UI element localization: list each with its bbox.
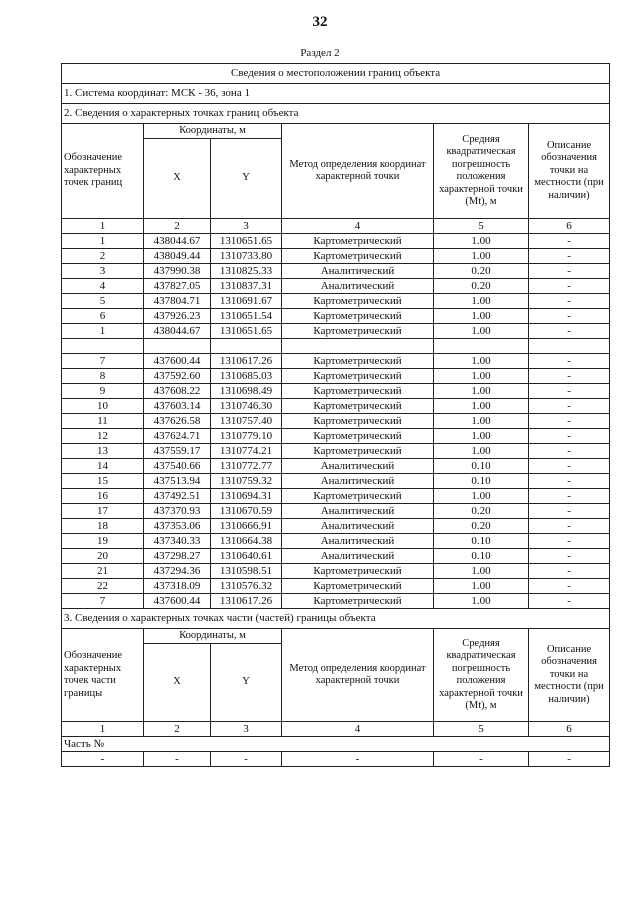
- method-cell: Аналитический: [282, 549, 434, 564]
- x-cell: 437318.09: [144, 579, 211, 594]
- method-cell: Аналитический: [282, 459, 434, 474]
- error-cell: 0.10: [434, 534, 529, 549]
- x-cell: 437626.58: [144, 414, 211, 429]
- table-row: [62, 414, 610, 429]
- error-cell: 1.00: [434, 324, 529, 339]
- point-id-cell: 10: [62, 399, 144, 414]
- column-number: 6: [529, 219, 610, 234]
- x-cell: 437513.94: [144, 474, 211, 489]
- part-number-label: Часть №: [62, 737, 610, 752]
- point-id-cell: 3: [62, 264, 144, 279]
- y-cell: 1310698.49: [211, 384, 282, 399]
- point-id-cell: 7: [62, 594, 144, 609]
- method-cell: Картометрический: [282, 444, 434, 459]
- description-cell: -: [529, 309, 610, 324]
- x-cell: 437340.33: [144, 534, 211, 549]
- y-cell: 1310746.30: [211, 399, 282, 414]
- header-y: Y: [211, 139, 282, 219]
- table-row: [62, 459, 610, 474]
- y-cell: 1310733.80: [211, 249, 282, 264]
- x-cell: 437926.23: [144, 309, 211, 324]
- x-cell: 437600.44: [144, 354, 211, 369]
- header-error: Средняя квадратическая погрешность положения характерной точки (Mt), м: [434, 124, 529, 219]
- x-cell: 437492.51: [144, 489, 211, 504]
- table-row: [62, 249, 610, 264]
- y-cell: 1310651.65: [211, 234, 282, 249]
- y-cell: 1310640.61: [211, 549, 282, 564]
- description-cell: -: [529, 354, 610, 369]
- page-number: 32: [312, 14, 328, 30]
- table-row: [62, 384, 610, 399]
- x-cell: 437827.05: [144, 279, 211, 294]
- method-cell: -: [282, 752, 434, 767]
- table-row: [62, 444, 610, 459]
- header-coordinates-part: Координаты, м: [144, 629, 282, 644]
- y-cell: 1310779.10: [211, 429, 282, 444]
- method-cell: Аналитический: [282, 504, 434, 519]
- description-cell: -: [529, 519, 610, 534]
- header-coordinates: Координаты, м: [144, 124, 282, 139]
- header-error-part: Средняя квадратическая погрешность положения характерной точки (Mt), м: [434, 629, 529, 722]
- x-cell: 437592.60: [144, 369, 211, 384]
- table-row: [62, 564, 610, 579]
- header-description-part: Описание обозначения точки на местности (при наличии): [529, 629, 610, 722]
- method-cell: Картометрический: [282, 594, 434, 609]
- error-cell: 0.10: [434, 549, 529, 564]
- part-row: [62, 752, 610, 767]
- header-designation: Обозначение характерных точек границ: [62, 124, 144, 219]
- description-cell: -: [529, 579, 610, 594]
- table-row: [62, 429, 610, 444]
- column-number: 2: [144, 722, 211, 737]
- error-cell: -: [434, 752, 529, 767]
- description-cell: -: [529, 752, 610, 767]
- table-row: [62, 234, 610, 249]
- header-description: Описание обозначения точки на местности (при наличии): [529, 124, 610, 219]
- table-row: [62, 474, 610, 489]
- y-cell: 1310598.51: [211, 564, 282, 579]
- table-row: [62, 324, 610, 339]
- column-number: 3: [211, 722, 282, 737]
- boundary-table: [61, 63, 610, 767]
- error-cell: 0.20: [434, 279, 529, 294]
- description-cell: -: [529, 264, 610, 279]
- header-method: Метод определения координат характерной точки: [282, 124, 434, 219]
- column-number: 1: [62, 219, 144, 234]
- point-id-cell: 6: [62, 309, 144, 324]
- x-cell: 438049.44: [144, 249, 211, 264]
- description-cell: -: [529, 549, 610, 564]
- header-y-part: Y: [211, 644, 282, 722]
- x-cell: 437370.93: [144, 504, 211, 519]
- description-cell: -: [529, 279, 610, 294]
- column-number: 1: [62, 722, 144, 737]
- point-id-cell: 11: [62, 414, 144, 429]
- description-cell: -: [529, 249, 610, 264]
- header-method-part: Метод определения координат характерной точки: [282, 629, 434, 722]
- description-cell: -: [529, 414, 610, 429]
- method-cell: Картометрический: [282, 384, 434, 399]
- method-cell: Картометрический: [282, 354, 434, 369]
- error-cell: 1.00: [434, 384, 529, 399]
- y-cell: 1310694.31: [211, 489, 282, 504]
- y-cell: 1310670.59: [211, 504, 282, 519]
- point-id-cell: 15: [62, 474, 144, 489]
- y-cell: [211, 339, 282, 354]
- description-cell: -: [529, 594, 610, 609]
- description-cell: -: [529, 234, 610, 249]
- table-row: [62, 519, 610, 534]
- method-cell: Картометрический: [282, 489, 434, 504]
- table-row: [62, 579, 610, 594]
- y-cell: 1310759.32: [211, 474, 282, 489]
- method-cell: Картометрический: [282, 414, 434, 429]
- method-cell: Картометрический: [282, 369, 434, 384]
- y-cell: -: [211, 752, 282, 767]
- method-cell: Картометрический: [282, 324, 434, 339]
- y-cell: 1310651.65: [211, 324, 282, 339]
- point-id-cell: 18: [62, 519, 144, 534]
- point-id-cell: 9: [62, 384, 144, 399]
- coordinate-system: 1. Система координат: МСК - 36, зона 1: [62, 84, 610, 104]
- table-row: [62, 534, 610, 549]
- section-label: Раздел 2: [300, 47, 340, 59]
- column-number: 5: [434, 219, 529, 234]
- table-row: [62, 264, 610, 279]
- point-id-cell: [62, 339, 144, 354]
- description-cell: [529, 339, 610, 354]
- x-cell: 437353.06: [144, 519, 211, 534]
- error-cell: 1.00: [434, 399, 529, 414]
- error-cell: 1.00: [434, 294, 529, 309]
- x-cell: 438044.67: [144, 324, 211, 339]
- column-number: 4: [282, 219, 434, 234]
- column-number: 2: [144, 219, 211, 234]
- point-id-cell: 12: [62, 429, 144, 444]
- y-cell: 1310685.03: [211, 369, 282, 384]
- y-cell: 1310691.67: [211, 294, 282, 309]
- table-row: [62, 309, 610, 324]
- point-id-cell: 8: [62, 369, 144, 384]
- method-cell: [282, 339, 434, 354]
- part2-title: 3. Сведения о характерных точках части (частей) границы объекта: [62, 609, 610, 629]
- y-cell: 1310774.21: [211, 444, 282, 459]
- point-id-cell: 5: [62, 294, 144, 309]
- x-cell: 437600.44: [144, 594, 211, 609]
- point-id-cell: 13: [62, 444, 144, 459]
- y-cell: 1310576.32: [211, 579, 282, 594]
- point-id-cell: 19: [62, 534, 144, 549]
- table-row: [62, 594, 610, 609]
- x-cell: 437559.17: [144, 444, 211, 459]
- point-id-cell: 20: [62, 549, 144, 564]
- x-cell: 437804.71: [144, 294, 211, 309]
- point-id-cell: 22: [62, 579, 144, 594]
- description-cell: -: [529, 444, 610, 459]
- error-cell: 1.00: [434, 564, 529, 579]
- x-cell: 437624.71: [144, 429, 211, 444]
- column-numbers-row-part: [62, 722, 610, 737]
- table-row: [62, 399, 610, 414]
- error-cell: 0.20: [434, 504, 529, 519]
- point-id-cell: 1: [62, 234, 144, 249]
- point-id-cell: 4: [62, 279, 144, 294]
- method-cell: Картометрический: [282, 579, 434, 594]
- point-id-cell: 16: [62, 489, 144, 504]
- table-row: [62, 489, 610, 504]
- method-cell: Картометрический: [282, 564, 434, 579]
- error-cell: 1.00: [434, 594, 529, 609]
- table-row: [62, 279, 610, 294]
- column-number: 5: [434, 722, 529, 737]
- x-cell: 437608.22: [144, 384, 211, 399]
- error-cell: 0.20: [434, 519, 529, 534]
- y-cell: 1310651.54: [211, 309, 282, 324]
- error-cell: 1.00: [434, 354, 529, 369]
- table-row: [62, 504, 610, 519]
- error-cell: 1.00: [434, 309, 529, 324]
- description-cell: -: [529, 399, 610, 414]
- header-x: X: [144, 139, 211, 219]
- part1-title: 2. Сведения о характерных точках границ объекта: [62, 104, 610, 124]
- method-cell: Аналитический: [282, 519, 434, 534]
- method-cell: Аналитический: [282, 264, 434, 279]
- error-cell: 1.00: [434, 234, 529, 249]
- error-cell: 1.00: [434, 369, 529, 384]
- y-cell: 1310617.26: [211, 354, 282, 369]
- x-cell: 437603.14: [144, 399, 211, 414]
- table-title: Сведения о местоположении границ объекта: [62, 64, 610, 84]
- x-cell: 438044.67: [144, 234, 211, 249]
- y-cell: 1310837.31: [211, 279, 282, 294]
- x-cell: 437298.27: [144, 549, 211, 564]
- method-cell: Аналитический: [282, 279, 434, 294]
- point-id-cell: 7: [62, 354, 144, 369]
- x-cell: -: [144, 752, 211, 767]
- table-row: [62, 354, 610, 369]
- table-row: [62, 339, 610, 354]
- y-cell: 1310666.91: [211, 519, 282, 534]
- table-row: [62, 294, 610, 309]
- description-cell: -: [529, 384, 610, 399]
- method-cell: Аналитический: [282, 534, 434, 549]
- error-cell: 1.00: [434, 414, 529, 429]
- column-number: 4: [282, 722, 434, 737]
- error-cell: 1.00: [434, 579, 529, 594]
- y-cell: 1310757.40: [211, 414, 282, 429]
- point-id-cell: 14: [62, 459, 144, 474]
- point-id-cell: 17: [62, 504, 144, 519]
- error-cell: 0.20: [434, 264, 529, 279]
- error-cell: 1.00: [434, 249, 529, 264]
- x-cell: 437294.36: [144, 564, 211, 579]
- method-cell: Картометрический: [282, 294, 434, 309]
- point-id-cell: 21: [62, 564, 144, 579]
- point-id-cell: -: [62, 752, 144, 767]
- column-numbers-row: [62, 219, 610, 234]
- header-designation-part: Обозначение характерных точек части границы: [62, 629, 144, 722]
- description-cell: -: [529, 489, 610, 504]
- method-cell: Картометрический: [282, 429, 434, 444]
- y-cell: 1310617.26: [211, 594, 282, 609]
- point-id-cell: 2: [62, 249, 144, 264]
- error-cell: 0.10: [434, 474, 529, 489]
- y-cell: 1310825.33: [211, 264, 282, 279]
- error-cell: 0.10: [434, 459, 529, 474]
- description-cell: -: [529, 429, 610, 444]
- description-cell: -: [529, 534, 610, 549]
- column-number: 6: [529, 722, 610, 737]
- error-cell: 1.00: [434, 489, 529, 504]
- x-cell: 437990.38: [144, 264, 211, 279]
- y-cell: 1310664.38: [211, 534, 282, 549]
- description-cell: -: [529, 324, 610, 339]
- column-number: 3: [211, 219, 282, 234]
- header-x-part: X: [144, 644, 211, 722]
- description-cell: -: [529, 564, 610, 579]
- description-cell: -: [529, 294, 610, 309]
- table-row: [62, 549, 610, 564]
- x-cell: [144, 339, 211, 354]
- description-cell: -: [529, 474, 610, 489]
- method-cell: Картометрический: [282, 399, 434, 414]
- error-cell: 1.00: [434, 444, 529, 459]
- method-cell: Аналитический: [282, 474, 434, 489]
- x-cell: 437540.66: [144, 459, 211, 474]
- description-cell: -: [529, 459, 610, 474]
- method-cell: Картометрический: [282, 249, 434, 264]
- description-cell: -: [529, 504, 610, 519]
- y-cell: 1310772.77: [211, 459, 282, 474]
- table-row: [62, 369, 610, 384]
- error-cell: [434, 339, 529, 354]
- description-cell: -: [529, 369, 610, 384]
- error-cell: 1.00: [434, 429, 529, 444]
- method-cell: Картометрический: [282, 309, 434, 324]
- point-id-cell: 1: [62, 324, 144, 339]
- method-cell: Картометрический: [282, 234, 434, 249]
